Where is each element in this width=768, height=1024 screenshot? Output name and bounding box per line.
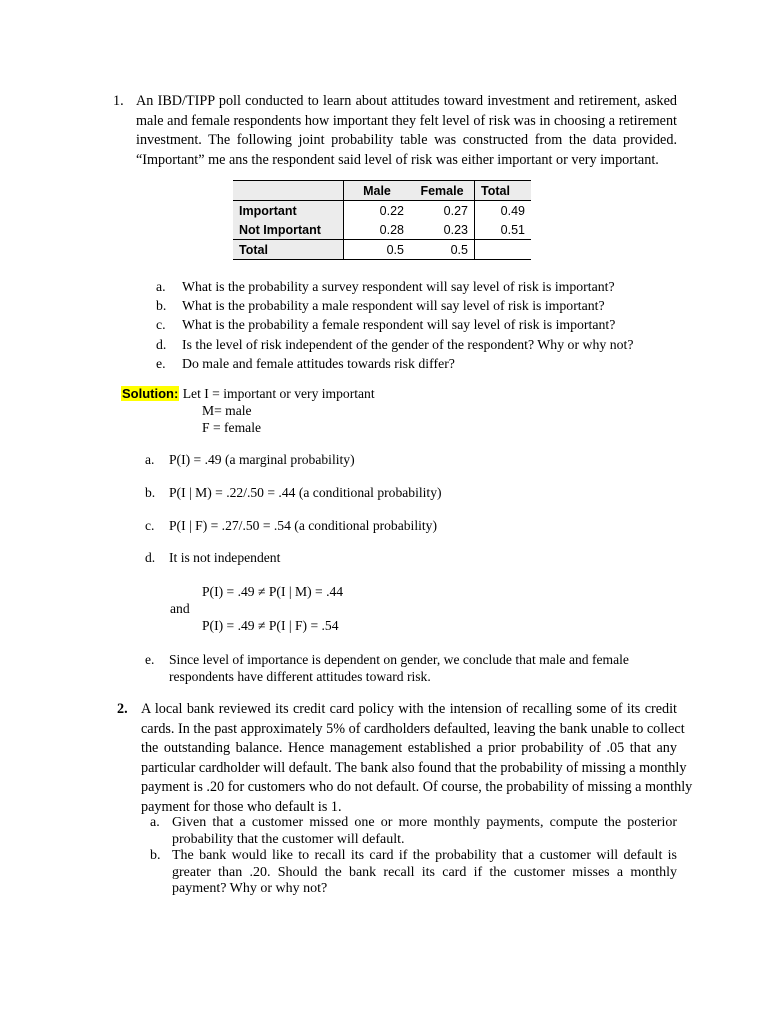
answer-text: respondents have different attitudes toward risk. xyxy=(169,669,431,684)
answer-letter: c. xyxy=(145,518,155,533)
question-1-subquestions xyxy=(156,277,633,373)
list-item xyxy=(156,335,633,354)
table-cell: 0.49 xyxy=(500,203,525,218)
answer-letter: b. xyxy=(145,485,156,500)
question-1-line: An IBD/TIPP poll conducted to learn about attitudes toward investment and retirement, asked xyxy=(136,93,677,109)
answer-letter: a. xyxy=(145,452,155,467)
question-1-line: “Important” me ans the respondent said level of risk was either important or very important. xyxy=(136,151,659,168)
list-item-text: Do male and female attitudes towards risk differ? xyxy=(182,355,455,371)
question-1-text xyxy=(136,92,677,170)
answer-text: P(I) = .49 (a marginal probability) xyxy=(169,452,355,467)
question-2-line: A local bank reviewed its credit card policy with the intension of recalling some of its credit xyxy=(141,701,677,717)
solution-f-line: F = female xyxy=(202,420,262,435)
answer-text: It is not independent xyxy=(169,550,281,565)
list-item-letter: d. xyxy=(156,336,167,352)
table-cell: 0.51 xyxy=(475,220,532,240)
table-header-row xyxy=(233,181,531,201)
answer-text: P(I | M) = .22/.50 = .44 (a conditional probability) xyxy=(169,485,442,500)
table-header-cell xyxy=(233,181,344,201)
table-cell xyxy=(475,240,532,260)
list-item-text: The bank would like to recall its card if the probability that a customer will default is xyxy=(172,848,677,863)
list-item-text: Is the level of risk independent of the gender of the respondent? Why or why not? xyxy=(182,336,634,352)
list-item-letter: a. xyxy=(150,815,160,830)
table-cell: 0.5 xyxy=(344,240,411,260)
list-item xyxy=(156,296,633,315)
question-2-subquestions xyxy=(150,815,677,898)
list-item-text: payment? Why or why not? xyxy=(172,881,328,896)
question-1-line: male and female respondents how important they felt level of risk was in choosing a retirement xyxy=(136,112,677,129)
solution-let-line: Let I = important or very important xyxy=(182,386,375,401)
list-item-letter: c. xyxy=(156,317,166,333)
answer-b xyxy=(145,485,442,501)
answer-text: P(I | F) = .27/.50 = .54 (a conditional probability) xyxy=(169,518,437,533)
list-item xyxy=(156,277,633,296)
answer-d-and: and xyxy=(170,601,190,616)
list-item-text: What is the probability a survey respondent will say level of risk is important? xyxy=(182,279,615,294)
list-item-letter: b. xyxy=(156,298,167,314)
table-header-cell: Total xyxy=(475,181,532,201)
list-item-text: What is the probability a male respondent will say level of risk is important? xyxy=(182,298,605,314)
question-2-number: 2. xyxy=(117,701,128,717)
list-item xyxy=(150,848,677,898)
list-item-letter: b. xyxy=(150,848,161,863)
answer-letter: d. xyxy=(145,550,156,565)
table-header-cell: Male xyxy=(344,181,411,201)
solution-m-line: M= male xyxy=(202,403,252,418)
question-2-line: cards. In the past approximately 5% of cardholders defaulted, leaving the bank unable to collect xyxy=(141,720,685,737)
answer-d-equation-2: P(I) = .49 ≠ P(I | F) = .54 xyxy=(202,618,339,633)
table-row xyxy=(233,201,531,221)
answer-c xyxy=(145,518,437,534)
table-cell: 0.5 xyxy=(410,240,475,260)
list-item-text: What is the probability a female respondent will say level of risk is important? xyxy=(182,317,616,333)
answer-d-equation-1: P(I) = .49 ≠ P(I | M) = .44 xyxy=(202,584,344,599)
list-item-text: probability that the customer will default. xyxy=(172,831,405,847)
solution-label: Solution: xyxy=(122,386,179,401)
table-row-label: Not Important xyxy=(233,220,344,240)
table-cell: 0.27 xyxy=(410,201,475,221)
table-row-label: Total xyxy=(233,240,344,260)
table-row xyxy=(233,240,531,260)
list-item-letter: e. xyxy=(156,355,166,371)
answer-letter: e. xyxy=(145,652,155,667)
answer-a xyxy=(145,452,355,468)
list-item xyxy=(156,354,633,373)
question-2-line: particular cardholder will default. The bank also found that the probability of missing a monthly xyxy=(141,759,687,776)
list-item-text: greater than .20. Should the bank recall its card if the customer misses a monthly xyxy=(172,864,677,880)
question-2-text xyxy=(141,700,693,817)
table-row-label: Important xyxy=(233,201,344,221)
joint-probability-table xyxy=(233,180,531,260)
solution-intro xyxy=(121,386,375,402)
list-item-text: Given that a customer missed one or more monthly payments, compute the posterior xyxy=(172,815,677,830)
question-1-line: investment. The following joint probability table was constructed from the data provided. xyxy=(136,132,677,148)
list-item xyxy=(150,815,677,848)
table-cell: 0.22 xyxy=(379,203,404,218)
answer-d xyxy=(145,550,280,566)
question-2-line: payment is .20 for customers who do not default. Of course, the probability of missing a monthly xyxy=(141,779,693,795)
list-item xyxy=(156,315,633,334)
table-header-cell: Female xyxy=(410,181,475,201)
table-cell: 0.28 xyxy=(344,220,411,240)
table-row xyxy=(233,220,531,240)
question-2-line: payment for those who default is 1. xyxy=(141,798,342,815)
question-2-line: the outstanding balance. Hence management established a prior probability of .05 that any xyxy=(141,740,677,756)
list-item-letter: a. xyxy=(156,279,166,294)
answer-e xyxy=(145,651,629,685)
question-1-number: 1. xyxy=(113,93,124,109)
answer-text: Since level of importance is dependent on gender, we conclude that male and female xyxy=(169,652,629,667)
table-cell: 0.23 xyxy=(410,220,475,240)
